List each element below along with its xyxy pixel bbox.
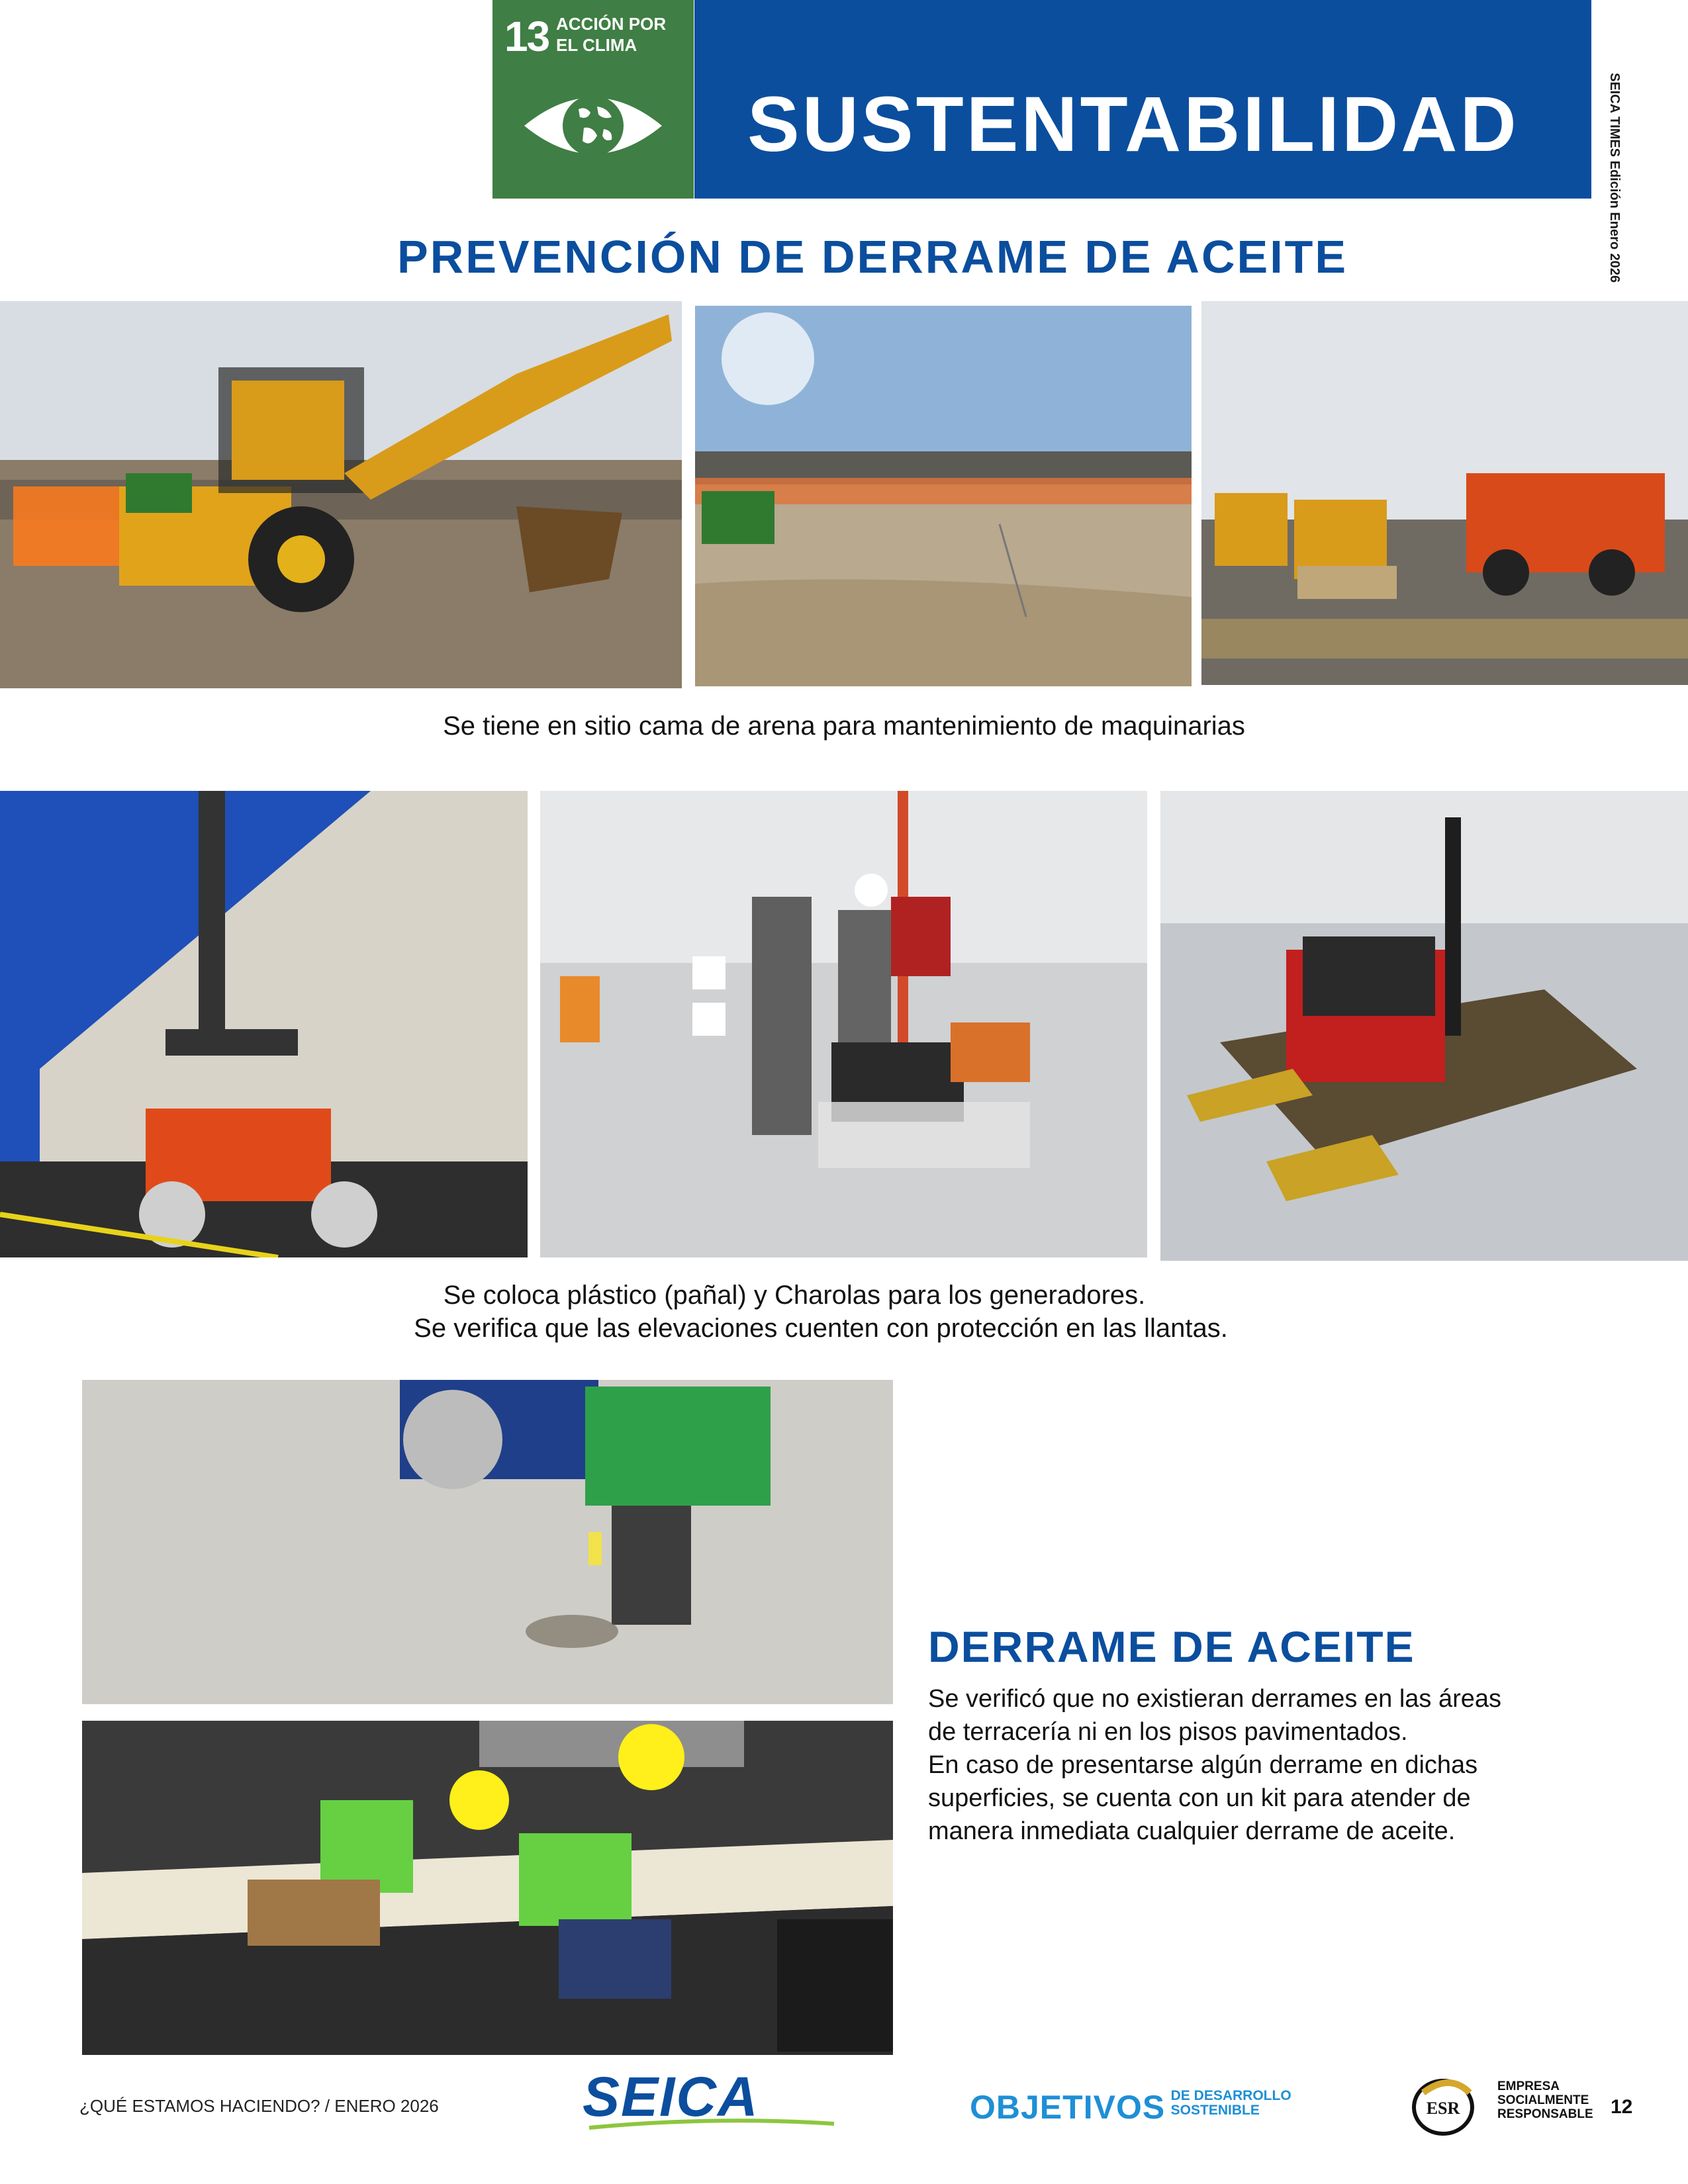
- side-edition-text: SEICA TIMES Edición Enero 2026: [1607, 73, 1622, 283]
- boom-lift-photo: [0, 791, 528, 1257]
- spill-cleanup-asphalt-photo: [82, 1721, 893, 2055]
- generator-pallet-jack-photo: [1160, 791, 1688, 1261]
- side-edition-label: [1602, 73, 1628, 285]
- esr-line: RESPONSABLE: [1497, 2107, 1593, 2121]
- section-title-prevention: PREVENCIÓN DE DERRAME DE ACEITE: [397, 231, 1348, 283]
- machinery-on-site-photo: [1201, 301, 1688, 685]
- esr-badge-text: ESR: [1426, 2099, 1460, 2118]
- esr-label: [1497, 2079, 1603, 2121]
- paragraph-line: En caso de presentarse algún derrame en dichas: [928, 1751, 1478, 1779]
- seica-logo: [583, 2075, 847, 2134]
- caption-sand-bed: Se tiene en sitio cama de arena para mantenimiento de maquinarias: [443, 711, 1245, 741]
- section-title-oil-spill: DERRAME DE ACEITE: [928, 1622, 1415, 1671]
- ods-logo-main: OBJETIVOS: [970, 2089, 1166, 2126]
- caption-lift-protection: Se verifica que las elevaciones cuenten con protección en las llantas.: [414, 1314, 1228, 1343]
- ods-logo-sub: [1171, 2089, 1291, 2118]
- generator-worker-photo: [540, 791, 1147, 1257]
- paragraph-line: manera inmediata cualquier derrame de aceite.: [928, 1817, 1456, 1845]
- spill-cleanup-concrete-photo: [82, 1380, 893, 1704]
- ods-sub-line2: SOSTENIBLE: [1170, 2103, 1260, 2118]
- eye-globe-icon: [519, 76, 667, 175]
- footer-section-label: ¿QUÉ ESTAMOS HACIENDO? / ENERO 2026: [79, 2096, 439, 2116]
- ods-sub-line1: DE DESARROLLO: [1170, 2088, 1291, 2103]
- esr-logo: [1410, 2073, 1476, 2139]
- sand-bed-area-photo: [695, 306, 1192, 686]
- page-number: 12: [1611, 2096, 1633, 2118]
- esr-line: SOCIALMENTE: [1497, 2093, 1589, 2107]
- sdg-label: ACCIÓN POR EL CLIMA: [556, 14, 667, 55]
- paragraph-line: superficies, se cuenta con un kit para atender de: [928, 1784, 1471, 1812]
- paragraph-line: Se verificó que no existieran derrames en las áreas: [928, 1685, 1502, 1713]
- caption-generators: Se coloca plástico (pañal) y Charolas para los generadores.: [443, 1281, 1146, 1310]
- backhoe-on-sand-bed-photo: [0, 301, 682, 688]
- page-title: SUSTENTABILIDAD: [747, 81, 1519, 168]
- sdg-number: 13: [504, 13, 549, 60]
- header-band: [694, 0, 1591, 199]
- ods-logo: [970, 2088, 1291, 2126]
- sdg-13-badge: [492, 0, 694, 199]
- paragraph-line: de terracería ni en los pisos pavimentados.: [928, 1718, 1408, 1746]
- esr-line: EMPRESA: [1497, 2079, 1560, 2093]
- oil-spill-paragraph: [928, 1682, 1590, 1848]
- seica-logo-text: SEICA: [583, 2075, 759, 2128]
